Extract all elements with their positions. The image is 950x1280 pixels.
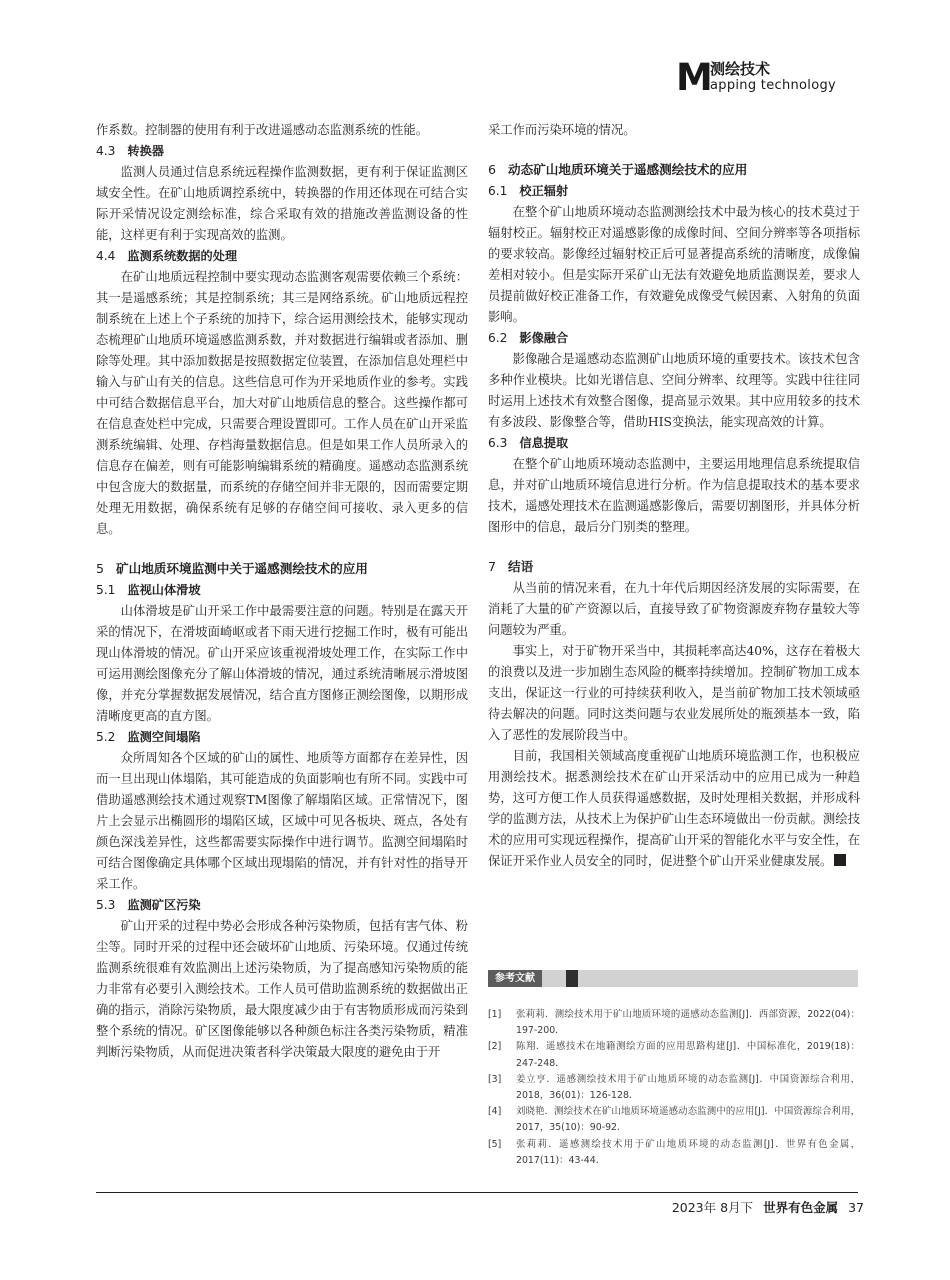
heading-6-3 — [488, 433, 860, 454]
journal-name: 世界有色金属 — [763, 1200, 839, 1215]
journal-section-logo — [676, 58, 876, 98]
reference-text: 张莉莉．遥感测绘技术用于矿山地质环境的动态监测[J]．世界有色金属，2017(11)：43-44． — [516, 1138, 860, 1166]
references-header-bar — [488, 970, 858, 987]
paragraph-text: 目前，我国相关领域高度重视矿山地质环境监测工作，也积极应用测绘技术。据悉测绘技术在矿山开采活动中的应用已成为一种趋势，这可方便工作人员获得遥感数据，及时处理相关数据，并形成科学的监测方法，从技术上为保护矿山生态环境做出一份贡献。测绘技术的应用可实现远程操作，提高矿山开采的智能化水平与安全性，在保证开采作业人员安全的同时，促进整个矿山开采业健康发展。 — [488, 749, 860, 868]
reference-number: [2] — [488, 1041, 502, 1053]
footer-rule — [96, 1192, 858, 1193]
paragraph: 影像融合是遥感动态监测矿山地质环境的重要技术。该技术包含多种作业模块。比如光谱信息、空间分辨率、纹理等。实践中往往同时运用上述技术有效整合图像，提高显示效果。其中应用较多的技术有多波段、影像整合等，借助HIS变换法，能实现高效的计算。 — [488, 352, 860, 429]
reference-number: [4] — [488, 1106, 502, 1118]
heading-5-3 — [96, 895, 468, 916]
heading-6 — [488, 159, 860, 181]
paragraph: 众所周知各个区域的矿山的属性、地质等方面都存在差异性，因而一旦出现山体塌陷，其可能造成的负面影响也有所不同。实践中可借助遥感测绘技术通过观察TM图像了解塌陷区域。正常情况下，图片上会显示出椭圆形的塌陷区域，区域中可见各板块、斑点，各处有颜色深浅差异性，这些都需要实际操作中进行调节。监测空间塌陷时可结合图像确定具体哪个区域出现塌陷的情况，并有针对性的指导开采工作。 — [96, 751, 468, 891]
reference-text: 张莉莉．测绘技术用于矿山地质环境的遥感动态监测[J]．西部资源，2022(04)：197-200． — [516, 1009, 860, 1037]
paragraph: 事实上，对于矿物开采当中，其损耗率高达40%，这存在着极大的浪费以及进一步加剧生态风险的概率持续增加。控制矿物加工成本支出，保证这一行业的可持续获利收入，是当前矿物加工技术领域亟待去解决的问题。同时这类问题与农业发展所处的瓶颈基本一致，陷入了恶性的发展阶段当中。 — [488, 644, 860, 742]
right-column — [488, 120, 860, 872]
heading-4-3 — [96, 141, 468, 162]
section-title: 监视山体滑坡 — [127, 583, 201, 597]
heading-5-2 — [96, 727, 468, 748]
heading-6-1 — [488, 181, 860, 202]
heading-4-4 — [96, 246, 468, 267]
section-number: 6.3 — [488, 436, 508, 450]
references-header-block — [566, 970, 578, 987]
section-title: 动态矿山地质环境关于遥感测绘技术的应用 — [508, 162, 748, 177]
heading-6-2 — [488, 328, 860, 349]
paragraph — [488, 746, 860, 872]
section-title: 转换器 — [127, 144, 164, 158]
paragraph: 矿山开采的过程中势必会形成各种污染物质，包括有害气体、粉尘等。同时开采的过程中还会破坏矿山地质、污染环境。仅通过传统监测系统很难有效监测出上述污染物质，为了提高感知污染物质的能力非常有必要引入测绘技术。工作人员可借助监测系统的数据做出正确的指示，消除污染物质，最大限度减少由于有害物质形成而污染到整个系统的情况。矿区图像能够以各种颜色标注各类污染物质，精准判断污染物质，从而促进决策者科学决策最大限度的避免由于开 — [96, 919, 468, 1059]
section-number: 6.2 — [488, 331, 508, 345]
reference-item — [488, 1007, 860, 1039]
heading-5 — [96, 558, 468, 580]
reference-text: 刘晓艳．测绘技术在矿山地质环境遥感动态监测中的应用[J]．中国资源综合利用，2017，35(10)：90-92． — [516, 1106, 860, 1134]
end-of-article-mark — [834, 854, 846, 866]
section-title: 监测空间塌陷 — [127, 730, 201, 744]
reference-number: [3] — [488, 1073, 502, 1085]
paragraph: 在整个矿山地质环境动态监测中，主要运用地理信息系统提取信息，并对矿山地质环境信息进行分析。作为信息提取技术的基本要求技术，遥感处理技术在监测遥感影像后，需要切割图形，并具体分析图形中的信息，最后分门别类的整理。 — [488, 457, 860, 534]
section-number: 4.3 — [96, 144, 116, 158]
section-title: 影像融合 — [519, 331, 569, 345]
references-list — [488, 1007, 860, 1169]
paragraph: 在矿山地质远程控制中要实现动态监测客观需要依赖三个系统：其一是遥感系统；其是控制系统；其三是网络系统。矿山地质远程控制系统在上述上个子系统的加持下，综合运用测绘技术，能够实现动态梳理矿山地质环境遥感监测系数，并对数据进行编辑或者添加、删除等处理。其中添加数据是按照数据定位装置，在添加信息处理栏中输入与矿山有关的信息。这些信息可作为开采地质作业的参考。实践中可结合数据信息平台，加大对矿山地质信息的整合。这些操作都可在信息查处栏中完成，只需要合理设置即可。工作人员在矿山开采监测系统编辑、处理、存档海量数据信息。但是如果工作人员所录入的信息存在偏差，则有可能影响编辑系统的精确度。遥感动态监测系统中包含庞大的数据量，而系统的存储空间并非无限的，因而需要定期处理无用数据，确保系统有足够的存储空间可接收、录入更多的信息。 — [96, 270, 468, 536]
heading-7 — [488, 556, 860, 578]
section-number: 5.1 — [96, 583, 116, 597]
page-number: 37 — [848, 1200, 864, 1215]
logo-section-en: apping technology — [710, 78, 836, 93]
reference-text: 姜立亨．遥感测绘技术用于矿山地质环境的动态监测[J]．中国资源综合利用，2018，36(01)：126-128． — [516, 1073, 860, 1102]
reference-item — [488, 1072, 860, 1104]
reference-item — [488, 1137, 860, 1169]
references-label: 参考文献 — [488, 970, 542, 987]
left-column — [96, 120, 468, 1063]
section-number: 6 — [488, 162, 497, 177]
reference-item — [488, 1104, 860, 1136]
section-title: 校正辐射 — [519, 184, 569, 198]
paragraph: 在整个矿山地质环境动态监测测绘技术中最为核心的技术莫过于辐射校正。辐射校正对遥感影像的成像时间、空间分辨率等各项指标的要求较高。影像经过辐射校正后可显著提高系统的清晰度，成像偏差相对较小。但是实际开采矿山无法有效避免地质监测误差，要求人员提前做好校正准备工作，有效避免成像受气候因素、入射角的负面影响。 — [488, 205, 860, 324]
logo-letter: M — [676, 56, 713, 99]
section-title: 结语 — [508, 559, 534, 574]
section-number: 6.1 — [488, 184, 508, 198]
paragraph: 山体滑坡是矿山开采工作中最需要注意的问题。特别是在露天开采的情况下，在滑坡面崎岖或者下雨天进行挖掘工作时，极有可能出现山体滑坡的情况。矿山开采应该重视滑坡处理工作，在实际工作中可运用测绘图像充分了解山体滑坡的情况，通过系统清晰展示滑坡图像，并充分掌握数据发展情况，结合直方图修正测绘图像，以期形成清晰度更高的直方图。 — [96, 604, 468, 723]
logo-section-cn: 测绘技术 — [710, 60, 771, 78]
paragraph: 从当前的情况来看，在九十年代后期因经济发展的实际需要，在消耗了大量的矿产资源以后，直接导致了矿物资源废弃物存量较大等问题较为严重。 — [488, 581, 860, 637]
section-title: 监测系统数据的处理 — [127, 249, 238, 263]
section-title: 矿山地质环境监测中关于遥感测绘技术的应用 — [116, 561, 368, 576]
reference-number: [1] — [488, 1009, 502, 1020]
section-title: 监测矿区污染 — [127, 898, 201, 912]
reference-text: 陈翔．遥感技术在地籍测绘方面的应用思路构建[J]．中国标准化，2019(18)：247-248． — [516, 1041, 860, 1069]
continued-paragraph: 采工作而污染环境的情况。 — [488, 123, 636, 137]
reference-number: [5] — [488, 1138, 502, 1150]
section-number: 5.2 — [96, 730, 116, 744]
section-number: 4.4 — [96, 249, 116, 263]
section-number: 7 — [488, 559, 497, 574]
paragraph: 监测人员通过信息系统远程操作监测数据，更有利于保证监测区域安全性。在矿山地质调控系统中，转换器的作用还体现在可结合实际开采情况设定测绘标准，综合采取有效的措施改善监测设备的性能，这样更有利于实现高效的监测。 — [96, 165, 468, 242]
section-number: 5 — [96, 561, 105, 576]
section-title: 信息提取 — [519, 436, 569, 450]
page-footer — [672, 1200, 864, 1216]
issue-date: 2023年 8月下 — [671, 1200, 754, 1215]
continued-paragraph: 作系数。控制器的使用有利于改进遥感动态监测系统的性能。 — [96, 123, 429, 137]
heading-5-1 — [96, 580, 468, 601]
section-number: 5.3 — [96, 898, 116, 912]
reference-item — [488, 1039, 860, 1071]
